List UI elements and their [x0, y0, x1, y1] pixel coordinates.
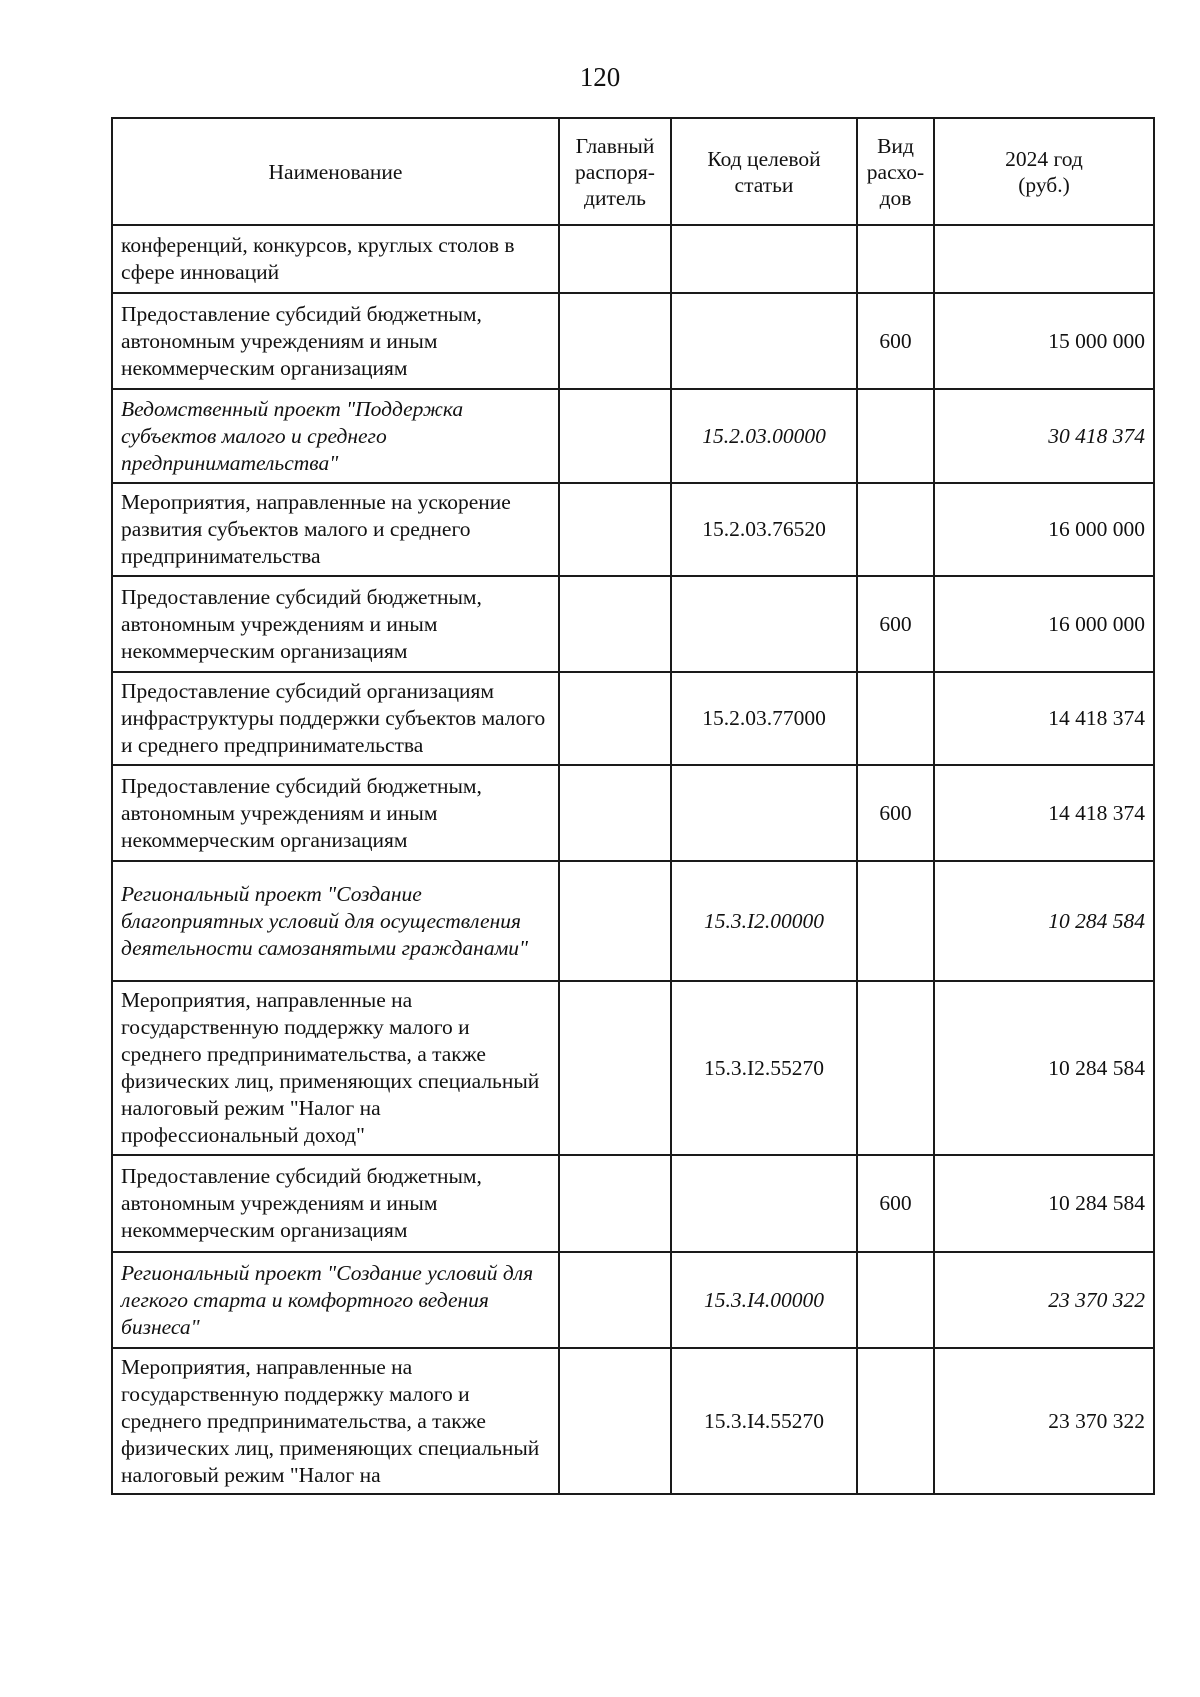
- cell-kind: 600: [857, 576, 934, 672]
- cell-name: Предоставление субсидий бюджетным, автономным учреждениям и иным некоммерческим организациям: [112, 765, 559, 861]
- table-header-row: [112, 118, 1154, 225]
- cell-amount: 10 284 584: [934, 981, 1154, 1155]
- cell-name: Региональный проект "Создание условий для легкого старта и комфортного ведения бизнеса": [112, 1252, 559, 1348]
- cell-name: Предоставление субсидий бюджетным, автономным учреждениям и иным некоммерческим организациям: [112, 1155, 559, 1252]
- cell-name: Региональный проект "Создание благоприятных условий для осуществления деятельности самозанятыми гражданами": [112, 861, 559, 981]
- table-row: [112, 225, 1154, 293]
- cell-amount: 23 370 322: [934, 1252, 1154, 1348]
- cell-code: [671, 1155, 857, 1252]
- cell-amount: 10 284 584: [934, 861, 1154, 981]
- cell-code: [671, 225, 857, 293]
- cell-kind: [857, 225, 934, 293]
- cell-name: Предоставление субсидий бюджетным, автономным учреждениям и иным некоммерческим организациям: [112, 576, 559, 672]
- cell-amount: [934, 225, 1154, 293]
- cell-manager: [559, 1155, 671, 1252]
- table-row: [112, 1252, 1154, 1348]
- cell-code: 15.2.03.77000: [671, 672, 857, 765]
- page-number: 120: [579, 62, 621, 92]
- header-amount: 2024 год (руб.): [934, 118, 1154, 225]
- cell-amount: 10 284 584: [934, 1155, 1154, 1252]
- header-manager: Главный распоря- дитель: [559, 118, 671, 225]
- cell-kind: [857, 389, 934, 483]
- cell-code: [671, 576, 857, 672]
- cell-name: Мероприятия, направленные на государственную поддержку малого и среднего предпринимательства, а также физических лиц, применяющих специальный налоговый режим "Налог на профессиональный доход": [112, 981, 559, 1155]
- header-code: Код целевой статьи: [671, 118, 857, 225]
- cell-manager: [559, 765, 671, 861]
- cell-amount: 30 418 374: [934, 389, 1154, 483]
- table-row: [112, 389, 1154, 483]
- cell-manager: [559, 389, 671, 483]
- table-row: [112, 576, 1154, 672]
- cell-name: Мероприятия, направленные на государственную поддержку малого и среднего предпринимательства, а также физических лиц, применяющих специальный налоговый режим "Налог на: [112, 1348, 559, 1494]
- cell-kind: [857, 483, 934, 576]
- header-kind: Вид расхо- дов: [857, 118, 934, 225]
- cell-manager: [559, 483, 671, 576]
- budget-table: [111, 117, 1155, 1495]
- table-row: [112, 765, 1154, 861]
- cell-kind: 600: [857, 765, 934, 861]
- cell-name: Предоставление субсидий бюджетным, автономным учреждениям и иным некоммерческим организациям: [112, 293, 559, 389]
- cell-code: [671, 293, 857, 389]
- table-row: [112, 483, 1154, 576]
- cell-kind: [857, 1252, 934, 1348]
- table-row: [112, 1348, 1154, 1494]
- cell-kind: [857, 1348, 934, 1494]
- cell-code: 15.2.03.00000: [671, 389, 857, 483]
- cell-manager: [559, 1348, 671, 1494]
- table-row: [112, 672, 1154, 765]
- cell-manager: [559, 576, 671, 672]
- cell-kind: 600: [857, 1155, 934, 1252]
- cell-code: 15.3.I4.00000: [671, 1252, 857, 1348]
- cell-kind: [857, 861, 934, 981]
- cell-amount: 16 000 000: [934, 483, 1154, 576]
- cell-manager: [559, 1252, 671, 1348]
- cell-code: 15.3.I4.55270: [671, 1348, 857, 1494]
- cell-amount: 23 370 322: [934, 1348, 1154, 1494]
- cell-amount: 14 418 374: [934, 672, 1154, 765]
- table-row: [112, 293, 1154, 389]
- cell-manager: [559, 225, 671, 293]
- cell-amount: 15 000 000: [934, 293, 1154, 389]
- cell-code: 15.3.I2.55270: [671, 981, 857, 1155]
- cell-code: 15.3.I2.00000: [671, 861, 857, 981]
- header-name: Наименование: [112, 118, 559, 225]
- cell-name: Мероприятия, направленные на ускорение развития субъектов малого и среднего предпринимательства: [112, 483, 559, 576]
- cell-code: 15.2.03.76520: [671, 483, 857, 576]
- cell-manager: [559, 293, 671, 389]
- table-row: [112, 1155, 1154, 1252]
- cell-amount: 14 418 374: [934, 765, 1154, 861]
- cell-kind: [857, 672, 934, 765]
- table-row: [112, 981, 1154, 1155]
- cell-manager: [559, 861, 671, 981]
- cell-name: конференций, конкурсов, круглых столов в сфере инноваций: [112, 225, 559, 293]
- table-body: [112, 225, 1154, 1494]
- cell-kind: 600: [857, 293, 934, 389]
- cell-amount: 16 000 000: [934, 576, 1154, 672]
- cell-name: Ведомственный проект "Поддержка субъектов малого и среднего предпринимательства": [112, 389, 559, 483]
- cell-kind: [857, 981, 934, 1155]
- cell-manager: [559, 672, 671, 765]
- cell-name: Предоставление субсидий организациям инфраструктуры поддержки субъектов малого и среднего предпринимательства: [112, 672, 559, 765]
- cell-manager: [559, 981, 671, 1155]
- cell-code: [671, 765, 857, 861]
- table-row: [112, 861, 1154, 981]
